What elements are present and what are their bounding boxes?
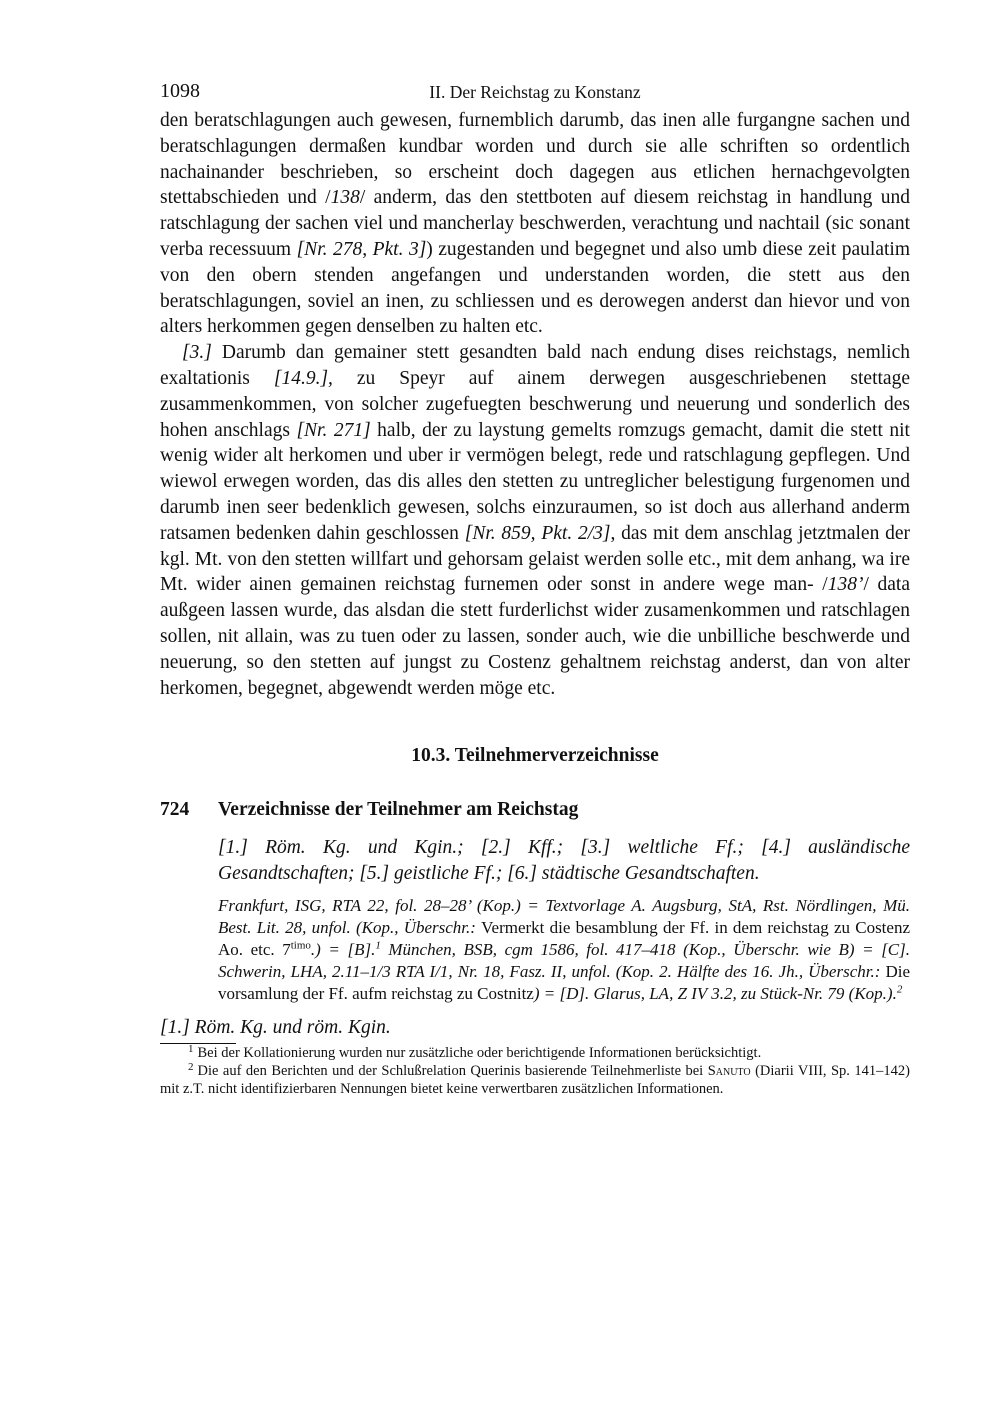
subheading: [1.] Röm. Kg. und röm. Kgin.: [160, 1017, 391, 1039]
entry-source-run: 2: [896, 983, 903, 996]
body-paragraph-2-run: halb, der zu laystung gemelts romzugs gemacht, damit die stett nit wenig wider alt herkomen und uber ir vermögen belegt, rede und ratschlagung gepflegen. Und wiewol erwegen worden, das dis alles den stetten zu untreglicher belestigung furgenomen und darumb inen seer bedenklich gewesen, solchs einzuraumen, so ist doch aus allerhand anderm ratsamen bedenken dahin geschlossen: [160, 419, 910, 544]
page-number: 1098: [160, 80, 200, 102]
body-paragraph-2-run: [14.9.],: [273, 367, 333, 389]
footnote-text-run: Bei der Kollationierung wurden nur zusätzliche oder berichtigende Informationen berücksichtigt.: [197, 1045, 762, 1062]
entry-source-run: München, BSB, cgm 1586, fol. 417–418 (Kop., Überschr. wie B) = [C]. Schwerin, LHA, 2.11–1/3 RTA I/1, Nr. 18, Fasz. II, unfol. (Kop. 2. Hälfte des 16. Jh., Überschr.:: [218, 940, 911, 982]
body-paragraph-2-run: [3.]: [182, 342, 212, 364]
entry-title: Verzeichnisse der Teilnehmer am Reichstag: [218, 799, 579, 821]
entry-source-run: timo: [290, 939, 311, 952]
entry-heading: [160, 799, 910, 821]
footnote-text-run: Die auf den Berichten und der Schlußrelation Querinis basierende Teilnehmerliste bei: [197, 1063, 708, 1080]
entry-number: 724: [160, 799, 190, 821]
entry-source-run: .) = [B].: [310, 940, 376, 960]
entry-source-run: Vermerkt die besamblung der Ff. in dem reichstag zu Costenz Ao. etc. 7: [218, 918, 910, 960]
body-paragraph-1-run: ) zugestanden und begegnet und also umb diese zeit paulatim von den obern stenden angefangen und understanden worden, die stett aus den beratschlagungen, soviel an inen, zu schliessen und es derowegen anderst dan hievor und von alters herkommen gegen denselben zu halten etc.: [160, 238, 910, 338]
entry-regest: [1.] Röm. Kg. und Kgin.; [2.] Kff.; [3.] weltliche Ff.; [4.] ausländische Gesandtschaften; [5.] geistliche Ff.; [6.] städtische Gesandtschaften.: [218, 837, 910, 885]
entry-source-run: Die vorsamlung der Ff. aufm reichstag zu Costnitz: [218, 962, 910, 1004]
body-paragraph-2-run: / data außgeen lassen wurde, das alsdan die stett furderlichst wider zusamenkommen und ratschlagen sollen, nit allain, was zu tuen oder zu lassen, sonder auch, wie die unbilliche beschwerde und neuerung, so den stetten auf jungst zu Costenz gehaltnem reichstag anderst, dan von alter herkomen, begegnet, abgewendt werden möge etc.: [160, 574, 911, 699]
body-paragraph-2-run: 138’: [827, 574, 864, 596]
section-title: 10.3. Teilnehmerverzeichnisse: [411, 745, 659, 767]
page-header: [160, 80, 910, 108]
body-paragraph-2-run: [Nr. 859, Pkt. 2/3]: [464, 522, 611, 544]
body-paragraph-1: [160, 108, 910, 340]
footnotes: [160, 1044, 910, 1098]
body-paragraph-2-run: [Nr. 271]: [296, 419, 371, 441]
body-paragraph-2-run: , das mit dem anschlag jetztmalen der kgl. Mt. von den stetten willfart und gehorsam gelaist werden solle etc., mit dem anhang, wa ire Mt. wider ainen gemainen reichstag furnemen oder sonst in andere wege man- /: [160, 522, 911, 596]
running-title: II. Der Reichstag zu Konstanz: [429, 82, 641, 102]
body-paragraph-1-run: 138: [330, 187, 360, 209]
entry-source-run: Frankfurt, ISG, RTA 22, fol. 28–28’ (Kop.) = Textvorlage A. Augsburg, StA, Rst. Nördlingen, Mü. Best. Lit. 28, unfol. (Kop., Überschr.:: [218, 896, 910, 938]
page: [160, 80, 910, 1098]
body-paragraph-2: [160, 340, 910, 701]
entry-source-run: ) = [D]. Glarus, LA, Z IV 3.2, zu Stück-Nr. 79 (Kop.).: [533, 984, 897, 1004]
footnote-1: [160, 1044, 910, 1062]
body-paragraph-1-run: den beratschlagungen auch gewesen, furnemblich darumb, das inen alle furgangne sachen und beratschlagungen dermaßen kundbar worden und durch sie alle schriften so ordentlich nachainander beschrieben, so erscheint doch dagegen aus etlichen hernachgevolgten stettabschieden und /: [160, 110, 910, 209]
footnote-text-run: Sanuto: [707, 1063, 751, 1080]
body-paragraph-1-run: [Nr. 278, Pkt. 3]: [296, 238, 427, 260]
footnote-2: [160, 1062, 910, 1098]
body-paragraph-2-run: Darumb dan gemainer stett gesandten bald nach endung dises reichstags, nemlich exaltationis: [160, 342, 910, 389]
entry-source: [218, 895, 910, 1005]
footnote-marker: 2: [188, 1060, 194, 1073]
footnote-text-run: (Diarii VIII, Sp. 141–142) mit z.T. nicht identifizierbaren Nennungen bietet keine verwertbaren zusätzlichen Informationen.: [160, 1063, 910, 1098]
entry-source-run: 1: [375, 939, 381, 952]
footnote-marker: 1: [188, 1042, 194, 1055]
body-paragraph-2-run: zu Speyr auf ainem derwegen ausgeschriebenen stettage zusammenkommen, von solcher zugefuegten beschwerung und neuerung und sonderlich des hohen anschlags: [160, 367, 910, 441]
body-paragraph-1-run: / anderm, das den stettboten auf diesem reichstag in handlung und ratschlagung der sachen viel und mancherlay beschwerden, verachtung und nachtail (sic sonant verba recessuum: [160, 187, 910, 260]
